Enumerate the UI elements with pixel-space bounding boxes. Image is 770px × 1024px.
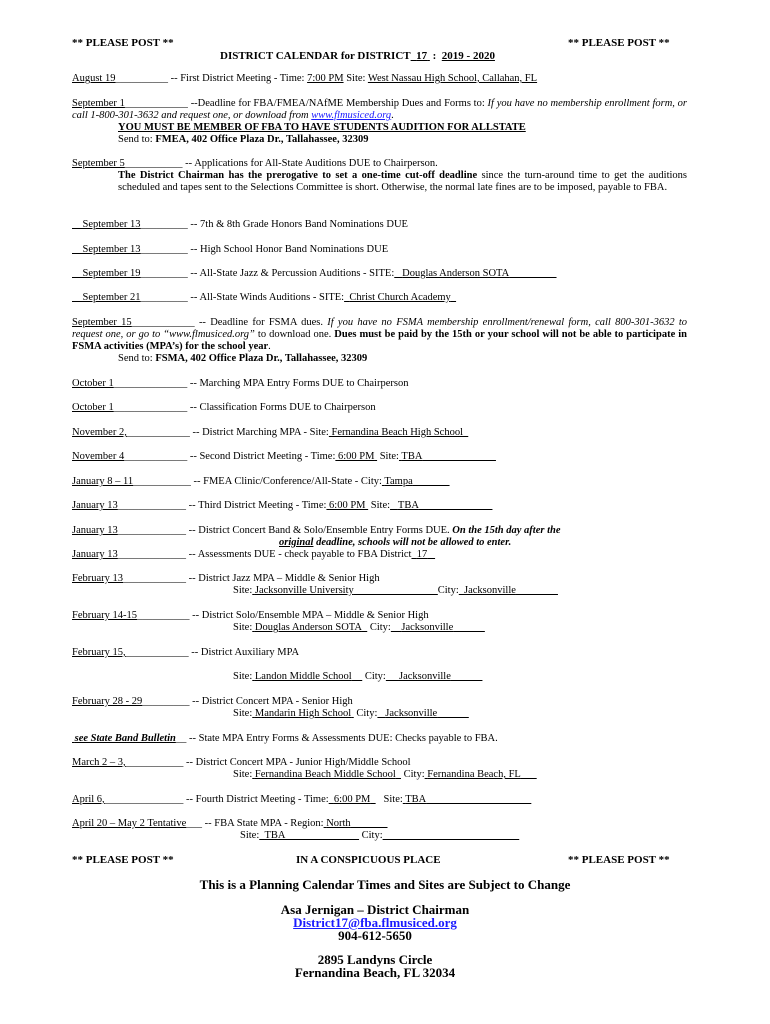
entry-site: TBA bbox=[401, 451, 423, 462]
calendar-entry: February 28 - 29_________ -- District Concert MPA - Senior High bbox=[72, 696, 353, 707]
entry-date: April 20 – May 2 Tentative bbox=[72, 818, 187, 829]
chairman-name: Asa Jernigan – District Chairman bbox=[280, 902, 470, 917]
entry-time: 6:00 PM bbox=[337, 451, 375, 462]
site-city-line: Site: Jacksonville University________________City: Jacksonville________ bbox=[233, 585, 558, 596]
entry-date: September 5 bbox=[72, 158, 125, 169]
entry-date: March 2 – 3, bbox=[72, 757, 126, 768]
entry-text: -- State MPA Entry Forms & Assessments DUE: Checks payable to FBA. bbox=[188, 733, 498, 744]
entry-date: November 4 bbox=[72, 451, 125, 462]
title-prefix: DISTRICT CALENDAR for DISTRICT bbox=[220, 50, 411, 62]
calendar-entry: October 1______________ -- Marching MPA Entry Forms DUE to Chairperson bbox=[72, 378, 409, 389]
entry-text: -- All-State Winds Auditions - SITE: bbox=[190, 292, 345, 303]
flmusiced-link[interactable]: www.flmusiced.org bbox=[311, 110, 392, 121]
please-post-right: ** PLEASE POST ** bbox=[568, 37, 670, 49]
entry-site: Christ Church Academy bbox=[349, 292, 451, 303]
calendar-title bbox=[220, 50, 495, 62]
entry-text: -- Marching MPA Entry Forms DUE to Chairperson bbox=[189, 378, 409, 389]
entry-city: Fernandina Beach, FL bbox=[427, 769, 521, 780]
entry-text: -- FBA State MPA - Region: bbox=[204, 818, 324, 829]
entry-date: September 13 bbox=[82, 219, 141, 230]
entry-site: TBA bbox=[264, 830, 286, 841]
entry-site: TBA bbox=[405, 794, 427, 805]
chairman-phone: 904-612-5650 bbox=[338, 928, 412, 943]
please-post-left: ** PLEASE POST ** bbox=[72, 37, 174, 49]
fsma-dues-warning: Dues must be paid by the 15th or your school will not be able to participate in FSMA activities (MPA’s) for the school year bbox=[72, 329, 687, 352]
entry-city: Jacksonville bbox=[398, 671, 451, 682]
cutoff-note: The District Chairman has the prerogative to set a one-time cut-off deadline since the turn-around time to get the auditions scheduled and tapes sent to the Selections Committee is short. Otherwise, the normal late fines are to be imposed, payable to FBA. bbox=[118, 170, 688, 193]
calendar-entry: September 13_________ -- 7th & 8th Grade Honors Band Nominations DUE bbox=[82, 219, 408, 230]
calendar-entry: January 8 – 11___________ -- FMEA Clinic/Conference/All-State - City: Tampa_______ bbox=[72, 476, 450, 487]
conspicuous-place: IN A CONSPICUOUS PLACE bbox=[296, 854, 441, 866]
entry-text: -- District Concert MPA - Senior High bbox=[192, 696, 353, 707]
entry-site: Fernandina Beach Middle School bbox=[254, 769, 396, 780]
entry-date: September 21 bbox=[82, 292, 141, 303]
entry-date: February 15, bbox=[72, 647, 126, 658]
site-city-line: Site: Fernandina Beach Middle School City: Fernandina Beach, FL___ bbox=[233, 769, 537, 780]
entry-site: West Nassau High School, Callahan, FL bbox=[367, 73, 538, 84]
calendar-entry: January 13_____________ -- District Concert Band & Solo/Ensemble Entry Forms DUE. On the 15th day after the bbox=[72, 525, 561, 536]
entry-date: October 1 bbox=[72, 402, 114, 413]
entry-city: Jacksonville bbox=[401, 622, 454, 633]
entry-text: -- Fourth District Meeting - Time: bbox=[186, 794, 329, 805]
entry-note: If you have no FSMA membership enrollment/renewal form, call 800-301-3632 to request one, or go to “www.flmusiced.org” bbox=[72, 317, 688, 340]
site-city-line: Site: Landon Middle School City: Jacksonville______ bbox=[233, 671, 483, 682]
entry-date: February 28 - 29 bbox=[72, 696, 143, 707]
calendar-entry: September 15____________ -- Deadline for FSMA dues. If you have no FSMA membership enrollment/renewal form, call 800-301-3632 to request one, or go to “www.flmusiced.org” to download one. Dues must be paid by the 15th or your school will not be able to participate in FSMA activities (MPA’s) for the school year. bbox=[72, 317, 688, 352]
calendar-entry: February 14-15__________ -- District Solo/Ensemble MPA – Middle & Senior High bbox=[72, 610, 429, 621]
planning-disclaimer: This is a Planning Calendar Times and Sites are Subject to Change bbox=[199, 877, 571, 892]
entry-text: -- First District Meeting - Time: bbox=[170, 73, 308, 84]
entry-date: see State Band Bulletin bbox=[74, 733, 176, 744]
entry-date: October 1 bbox=[72, 378, 114, 389]
site-city-line: Site: Douglas Anderson SOTA City: Jacksonville______ bbox=[233, 622, 485, 633]
please-post-footer-left: ** PLEASE POST ** bbox=[72, 854, 174, 866]
entry-text: -- All-State Jazz & Percussion Auditions - SITE: bbox=[190, 268, 395, 279]
entry-text: -- High School Honor Band Nominations DUE bbox=[190, 244, 389, 255]
entry-site: TBA bbox=[397, 500, 419, 511]
entry-site: Fernandina Beach High School bbox=[331, 427, 463, 438]
school-year: 2019 - 2020 bbox=[441, 50, 495, 62]
calendar-entry: February 15,____________ -- District Auxiliary MPA bbox=[72, 647, 300, 658]
calendar-entry: February 13____________ -- District Jazz MPA – Middle & Senior High bbox=[72, 573, 380, 584]
calendar-entry: April 20 – May 2 Tentative___ -- FBA State MPA - Region: North_______ bbox=[72, 818, 388, 829]
address-line-1: 2895 Landyns Circle bbox=[317, 952, 433, 967]
calendar-entry: November 2,____________ -- District Marching MPA - Site: Fernandina Beach High School bbox=[72, 427, 463, 438]
calendar-entry: September 19_________ -- All-State Jazz & Percussion Auditions - SITE: Douglas Anderson SOTA_________ bbox=[82, 268, 557, 279]
deadline-note: original deadline, schools will not be allowed to enter. bbox=[279, 537, 512, 548]
calendar-entry: September 21_________ -- All-State Winds Auditions - SITE: Christ Church Academy bbox=[82, 292, 451, 303]
entry-site: Mandarin High School bbox=[254, 708, 352, 719]
send-to-address: FMEA, 402 Office Plaza Dr., Tallahassee, 32309 bbox=[155, 134, 369, 145]
entry-date: August 19 bbox=[72, 73, 116, 84]
entry-note: If you have no membership enrollment form, or call 1-800-301-3632 and request one, or download from bbox=[72, 98, 688, 121]
entry-date: April 6, bbox=[72, 794, 105, 805]
entry-city: Jacksonville bbox=[385, 708, 438, 719]
entry-text: -- District Auxiliary MPA bbox=[191, 647, 300, 658]
entry-date: November 2, bbox=[72, 427, 127, 438]
entry-text: -- FMEA Clinic/Conference/All-State - City: bbox=[193, 476, 382, 487]
send-to-address: FSMA, 402 Office Plaza Dr., Tallahassee, 32309 bbox=[155, 353, 368, 364]
title-separator: : bbox=[432, 50, 437, 62]
entry-text: -- District Concert Band & Solo/Ensemble Entry Forms DUE. bbox=[188, 525, 450, 536]
calendar-entry: January 13_____________ -- Assessments DUE - check payable to FBA District 17 bbox=[72, 549, 428, 560]
membership-requirement: YOU MUST BE MEMBER OF FBA TO HAVE STUDENTS AUDITION FOR ALLSTATE bbox=[118, 122, 526, 133]
entry-date: September 13 bbox=[82, 244, 141, 255]
entry-text: -- Applications for All-State Auditions DUE to Chairperson. bbox=[185, 158, 438, 169]
send-to-line: Send to: FSMA, 402 Office Plaza Dr., Tallahassee, 32309 bbox=[118, 353, 368, 364]
calendar-entry: September 13_________ -- High School Honor Band Nominations DUE bbox=[82, 244, 389, 255]
entry-date: September 19 bbox=[82, 268, 141, 279]
email-link[interactable]: District17@fba.flmusiced.org bbox=[293, 915, 457, 930]
calendar-entry: see State Band Bulletin__ -- State MPA Entry Forms & Assessments DUE: Checks payable to FBA. bbox=[74, 733, 498, 744]
calendar-entry: August 19__________ -- First District Meeting - Time: 7:00 PM Site: West Nassau High School, Callahan, FL bbox=[72, 73, 538, 84]
entry-site: North bbox=[326, 818, 351, 829]
site-city-line: Site: TBA______________ City:__________________________ bbox=[240, 830, 520, 841]
entry-city: Jacksonville bbox=[464, 585, 516, 596]
entry-date: January 13 bbox=[72, 549, 118, 560]
entry-text: -- Classification Forms DUE to Chairperson bbox=[189, 402, 376, 413]
site-city-line: Site: Mandarin High School City: Jacksonville______ bbox=[233, 708, 469, 719]
entry-text: -- District Concert MPA - Junior High/Middle School bbox=[186, 757, 411, 768]
entry-time: 6:00 PM bbox=[329, 500, 366, 511]
calendar-entry: April 6,_______________ -- Fourth District Meeting - Time: 6:00 PM Site: TBA____________________ bbox=[72, 794, 532, 805]
please-post-footer-right: ** PLEASE POST ** bbox=[568, 854, 670, 866]
entry-date: September 15 bbox=[72, 317, 132, 328]
entry-text: --Deadline for FBA/FMEA/NAfME Membership Dues and Forms to: bbox=[190, 98, 485, 109]
entry-text: -- District Solo/Ensemble MPA – Middle & Senior High bbox=[192, 610, 429, 621]
calendar-entry: November 4____________ -- Second District Meeting - Time: 6:00 PM Site: TBA______________ bbox=[72, 451, 496, 462]
district-number: 17 bbox=[416, 50, 428, 62]
entry-date: January 8 – 11 bbox=[72, 476, 134, 487]
entry-site: Douglas Anderson SOTA bbox=[402, 268, 510, 279]
calendar-entry: September 5___________ -- Applications for All-State Auditions DUE to Chairperson. bbox=[72, 158, 438, 169]
calendar-entry: January 13_____________ -- Third District Meeting - Time: 6:00 PM Site: TBA______________ bbox=[72, 500, 493, 511]
send-to-line: Send to: FMEA, 402 Office Plaza Dr., Tallahassee, 32309 bbox=[118, 134, 369, 145]
entry-note: On the 15th day after the bbox=[452, 525, 561, 536]
entry-date: January 13 bbox=[72, 500, 118, 511]
entry-site: Douglas Anderson SOTA bbox=[254, 622, 362, 633]
entry-text: -- District Marching MPA - Site: bbox=[192, 427, 329, 438]
entry-text: -- District Jazz MPA – Middle & Senior High bbox=[188, 573, 380, 584]
entry-site: Jacksonville University bbox=[254, 585, 354, 596]
entry-date: September 1 bbox=[72, 98, 125, 109]
entry-date: February 14-15 bbox=[72, 610, 138, 621]
entry-text: -- Third District Meeting - Time: bbox=[188, 500, 327, 511]
entry-time: 6:00 PM bbox=[333, 794, 371, 805]
entry-time: 7:00 PM bbox=[307, 73, 344, 84]
calendar-entry: March 2 – 3,___________ -- District Concert MPA - Junior High/Middle School bbox=[72, 757, 411, 768]
address-line-2: Fernandina Beach, FL 32034 bbox=[294, 965, 456, 980]
entry-date: January 13 bbox=[72, 525, 118, 536]
calendar-entry: October 1______________ -- Classification Forms DUE to Chairperson bbox=[72, 402, 376, 413]
calendar-entry: September 1____________ --Deadline for FBA/FMEA/NAfME Membership Dues and Forms to: If you have no membership enrollment form, or call 1-800-301-3632 and request one, or download from www.flmusiced.org. bbox=[72, 98, 688, 121]
entry-site: Landon Middle School bbox=[254, 671, 352, 682]
entry-text: -- Assessments DUE - check payable to FBA District bbox=[188, 549, 412, 560]
entry-site: Tampa bbox=[384, 476, 413, 487]
entry-date: February 13 bbox=[72, 573, 124, 584]
entry-text: -- Second District Meeting - Time: bbox=[189, 451, 336, 462]
entry-text: -- 7th & 8th Grade Honors Band Nominations DUE bbox=[190, 219, 408, 230]
entry-text: -- Deadline for FSMA dues. bbox=[198, 317, 323, 328]
entry-site: 17 bbox=[416, 549, 428, 560]
